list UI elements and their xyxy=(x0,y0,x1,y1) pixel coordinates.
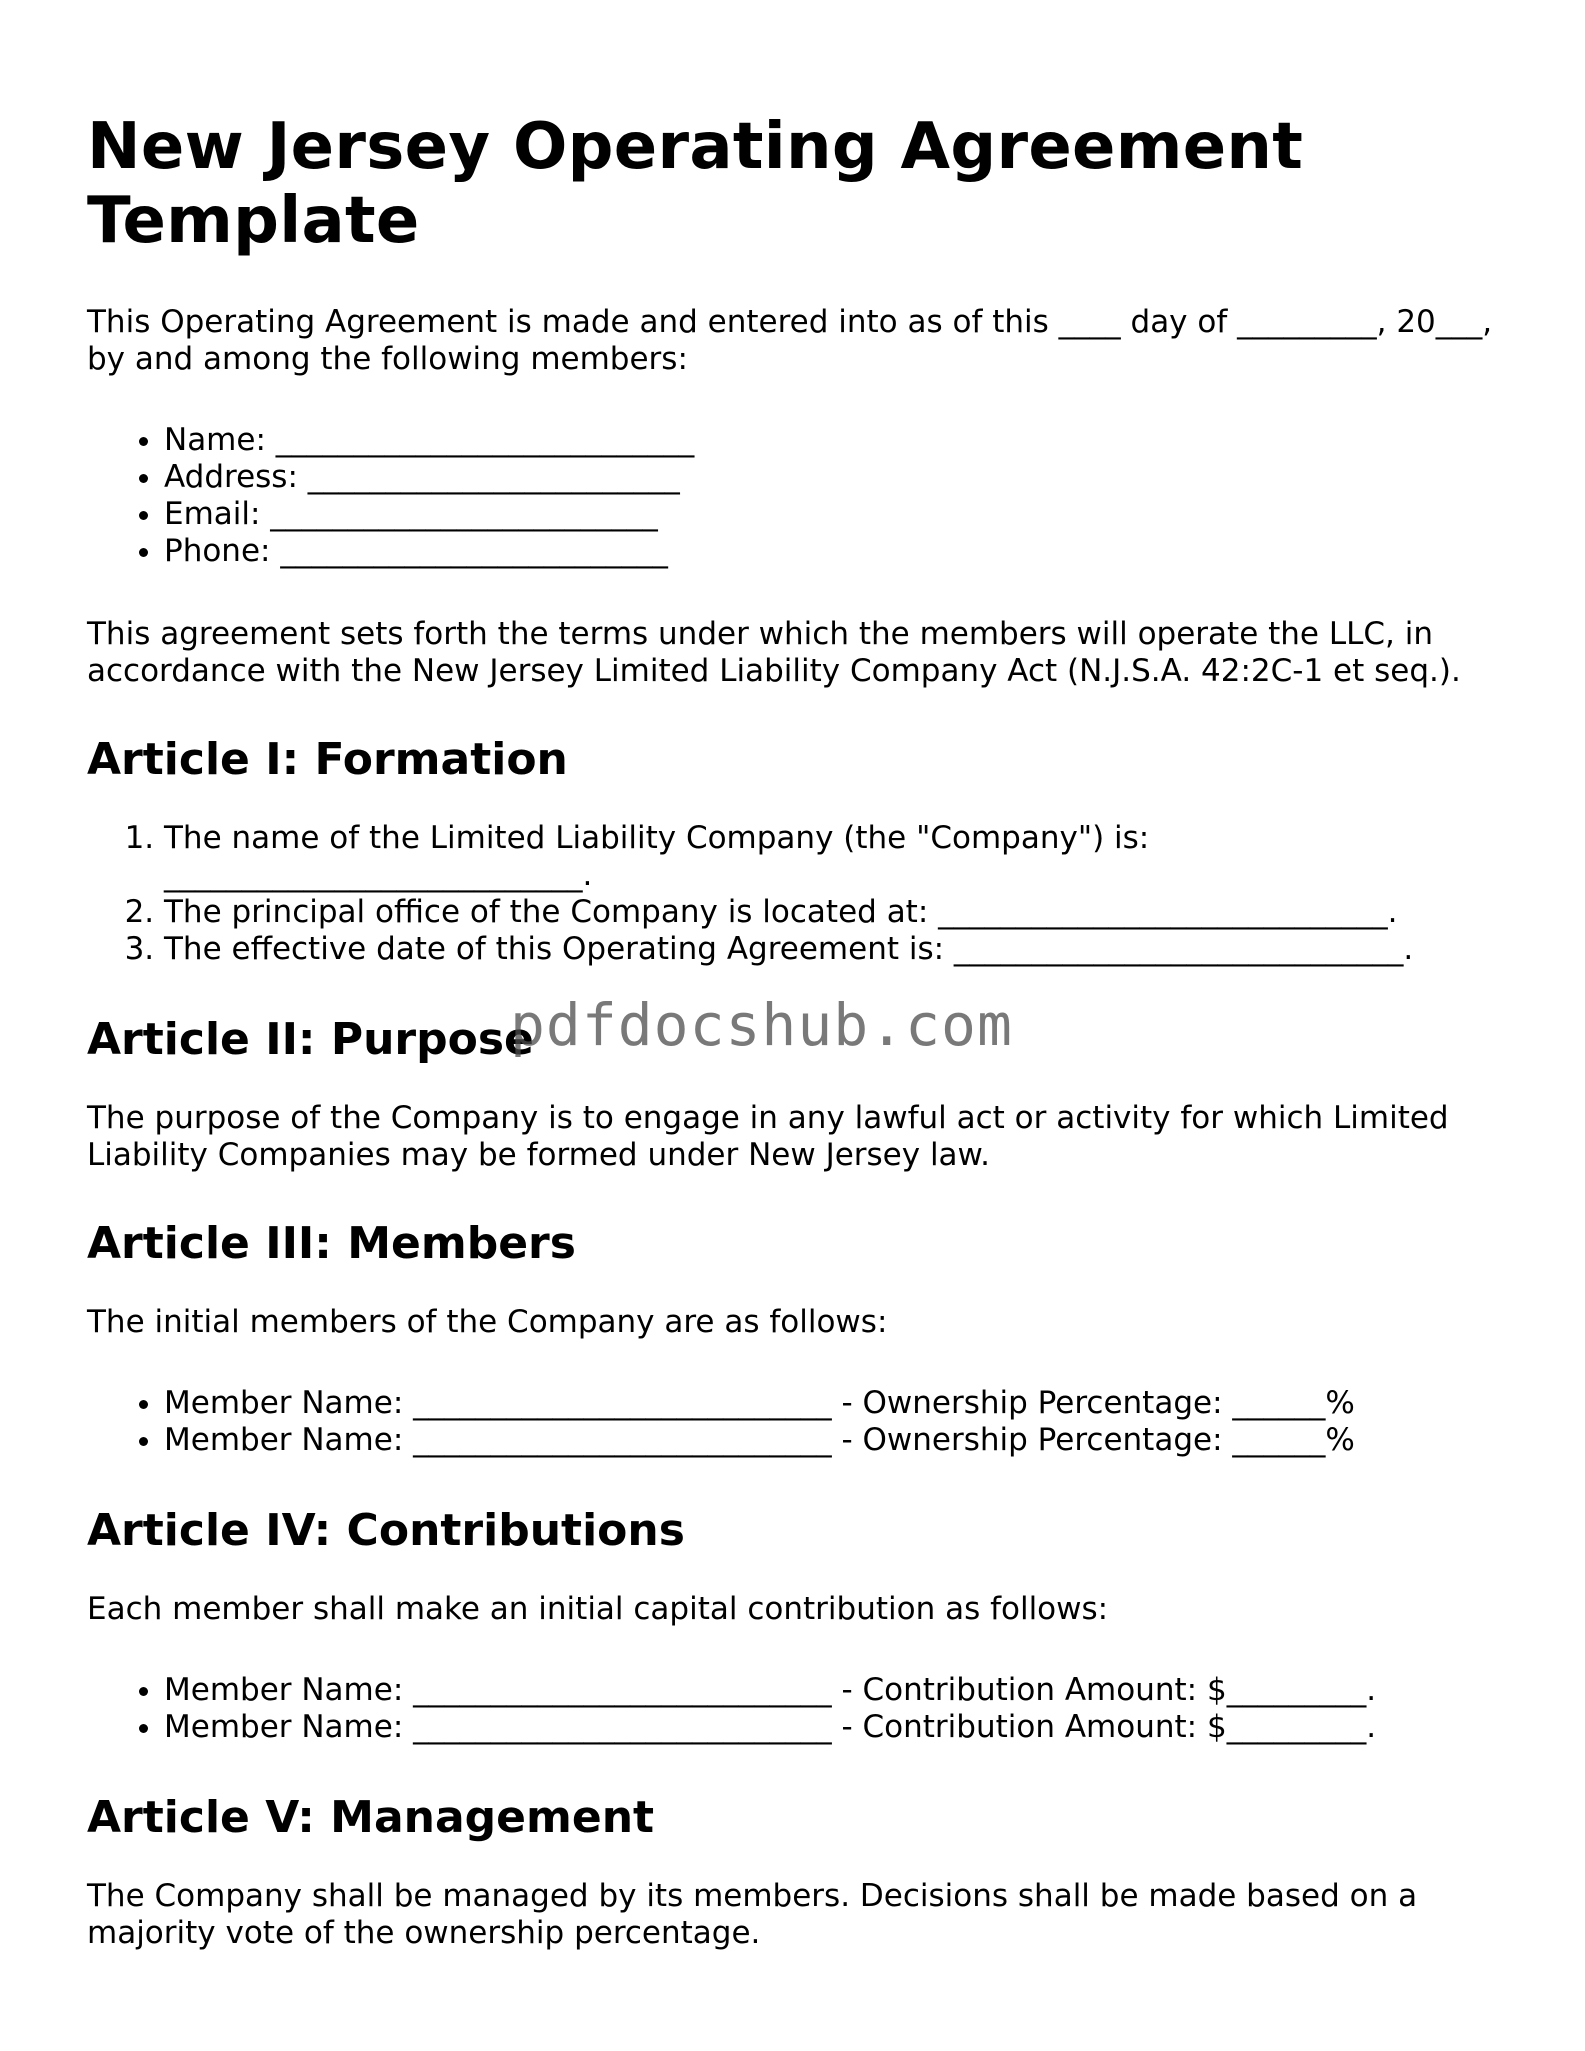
article-5-heading: Article V: Management xyxy=(87,1792,655,1843)
article-2-heading: Article II: Purpose xyxy=(87,1014,534,1065)
article-3-text: The initial members of the Company are as follows: xyxy=(87,1304,888,1340)
article-2-text: The purpose of the Company is to engage in any lawful act or activity for which Limited Liability Companies may be formed under New Jersey law. xyxy=(87,1100,1449,1173)
article-5-text: The Company shall be managed by its members. Decisions shall be made based on a majority vote of the ownership percentage. xyxy=(87,1878,1418,1951)
document-page xyxy=(87,110,1507,1996)
article-3-list xyxy=(87,1385,1507,1459)
list-item: • Address: ________________________ xyxy=(164,459,1507,496)
list-item: • Member Name: ___________________________ - Ownership Percentage: ______% xyxy=(164,1422,1507,1459)
intro-paragraph: This Operating Agreement is made and entered into as of this ____ day of _________, 20___, by and among the following members: xyxy=(87,304,1493,377)
agreement-terms-paragraph: This agreement sets forth the terms under which the members will operate the LLC, in accordance with the New Jersey Limited Liability Company Act (N.J.S.A. 42:2C-1 et seq.). xyxy=(87,616,1461,689)
list-item: 1. The name of the Limited Liability Company (the "Company") is: ___________________________. xyxy=(164,820,1507,894)
document-title: New Jersey Operating Agreement Template xyxy=(87,110,1304,258)
article-3-heading: Article III: Members xyxy=(87,1218,576,1269)
list-item: • Email: _________________________ xyxy=(164,496,1507,533)
list-item: • Name: ___________________________ xyxy=(164,422,1507,459)
member-fields-list xyxy=(87,422,1507,570)
list-item: 3. The effective date of this Operating Agreement is: _____________________________. xyxy=(164,931,1507,968)
watermark: pdfdocshub.com xyxy=(510,991,1013,1059)
article-4-text: Each member shall make an initial capital contribution as follows: xyxy=(87,1591,1109,1627)
article-4-heading: Article IV: Contributions xyxy=(87,1505,685,1556)
article-4-list xyxy=(87,1672,1507,1746)
list-item: • Member Name: ___________________________ - Contribution Amount: $_________. xyxy=(164,1672,1507,1709)
list-item: • Member Name: ___________________________ - Contribution Amount: $_________. xyxy=(164,1709,1507,1746)
list-item: • Phone: _________________________ xyxy=(164,533,1507,570)
article-1-heading: Article I: Formation xyxy=(87,734,568,785)
article-1-list xyxy=(87,820,1507,968)
list-item: • Member Name: ___________________________ - Ownership Percentage: ______% xyxy=(164,1385,1507,1422)
list-item: 2. The principal office of the Company is located at: _____________________________. xyxy=(164,894,1507,931)
